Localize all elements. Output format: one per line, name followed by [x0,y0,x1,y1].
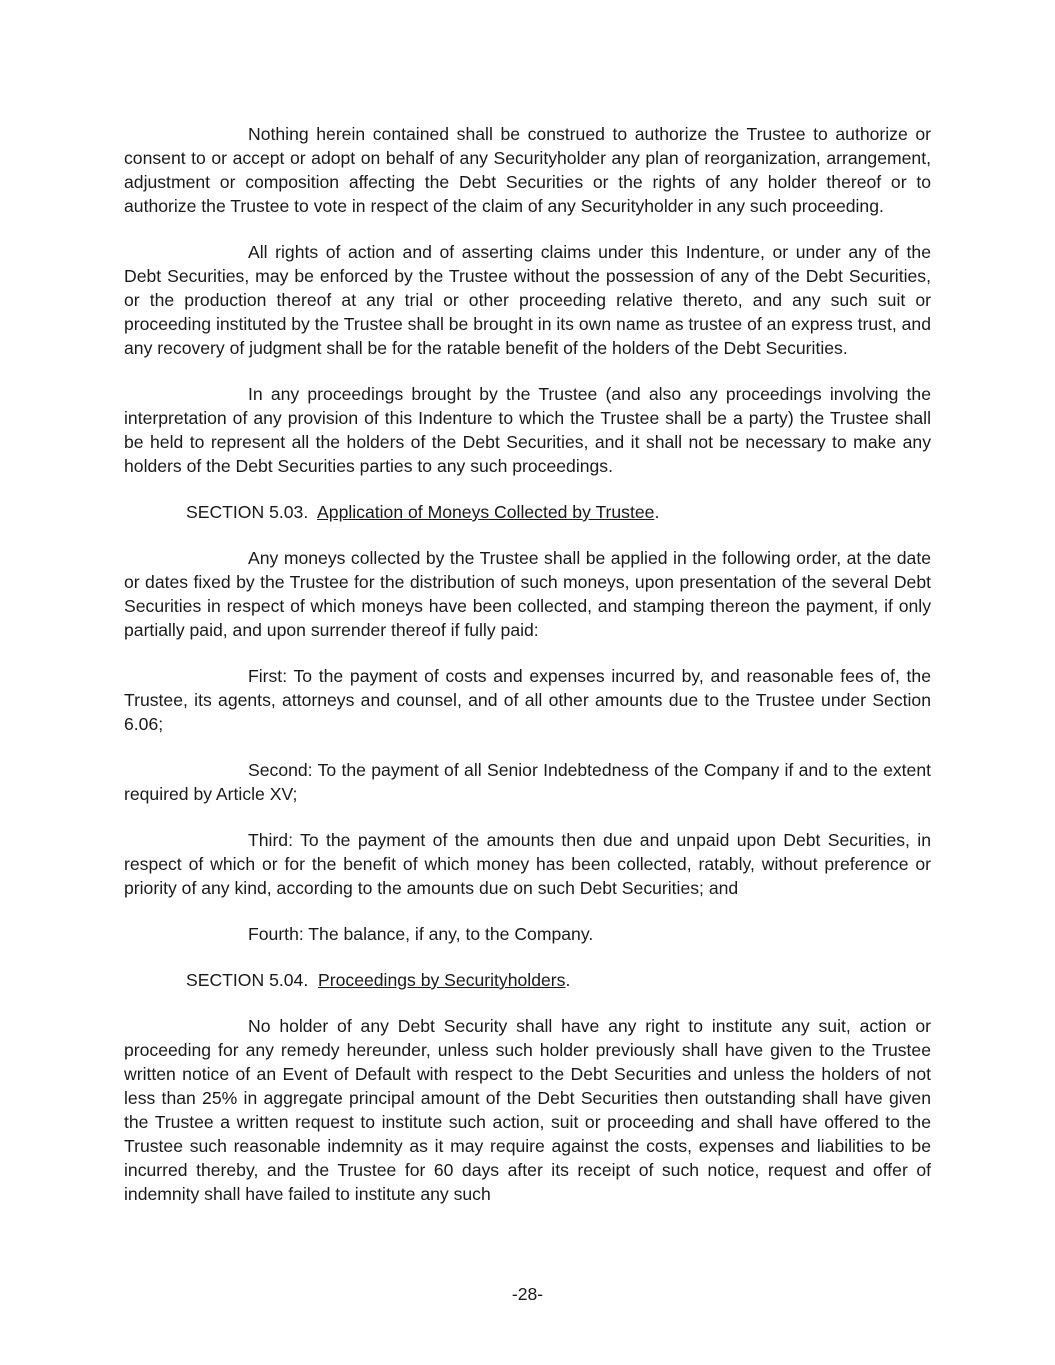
section-period: . [565,970,571,990]
section-period: . [654,502,660,522]
section-number: SECTION 5.04. [186,970,309,990]
paragraph-application-order: Any moneys collected by the Trustee shall be applied in the following order, at the date or dates fixed by the Trustee for the distribution of such moneys, upon presentation of the several Debt Securities in respect of which moneys have been collected, and stamping thereon the payment, if only partially paid, and upon surrender thereof if fully paid: [124,548,931,640]
paragraph-second: Second: To the payment of all Senior Indebtedness of the Company if and to the extent required by Article XV; [124,760,931,804]
paragraph-proceedings-representation: In any proceedings brought by the Trustee (and also any proceedings involving the interpretation of any provision of this Indenture to which the Trustee shall be a party) the Trustee shall be held to represent all the holders of the Debt Securities, and it shall not be necessary to make any holders of the Debt Securities parties to any such proceedings. [124,384,931,476]
section-5-04-heading [124,968,931,992]
section-5-03-heading [124,500,931,524]
section-title: Application of Moneys Collected by Trustee [317,502,655,522]
page-number: -28- [511,1284,544,1304]
paragraph-rights-of-action: All rights of action and of asserting claims under this Indenture, or under any of the Debt Securities, may be enforced by the Trustee without the possession of any of the Debt Securities, or the production thereof at any trial or other proceeding relative thereto, and any such suit or proceeding instituted by the Trustee shall be brought in its own name as trustee of an express trust, and any recovery of judgment shall be for the ratable benefit of the holders of the Debt Securities. [124,242,931,358]
paragraph-fourth: Fourth: The balance, if any, to the Company. [248,924,594,944]
paragraph-first: First: To the payment of costs and expenses incurred by, and reasonable fees of, the Trustee, its agents, attorneys and counsel, and of all other amounts due to the Trustee under Section 6.06; [124,666,931,734]
paragraph-securityholder-proceedings: No holder of any Debt Security shall have any right to institute any suit, action or proceeding for any remedy hereunder, unless such holder previously shall have given to the Trustee written notice of an Event of Default with respect to the Debt Securities and unless the holders of not less than 25% in aggregate principal amount of the Debt Securities then outstanding shall have given the Trustee a written request to institute such action, suit or proceeding and shall have offered to the Trustee such reasonable indemnity as it may require against the costs, expenses and liabilities to be incurred thereby, and the Trustee for 60 days after its receipt of such notice, request and offer of indemnity shall have failed to institute any such [124,1016,931,1204]
section-title: Proceedings by Securityholders [318,970,566,990]
document-page [124,122,931,1228]
paragraph-reorganization-authority: Nothing herein contained shall be construed to authorize the Trustee to authorize or consent to or accept or adopt on behalf of any Securityholder any plan of reorganization, arrangement, adjustment or composition affecting the Debt Securities or the rights of any holder thereof or to authorize the Trustee to vote in respect of the claim of any Securityholder in any such proceeding. [124,124,931,216]
paragraph-third: Third: To the payment of the amounts then due and unpaid upon Debt Securities, in respect of which or for the benefit of which money has been collected, ratably, without preference or priority of any kind, according to the amounts due on such Debt Securities; and [124,830,931,898]
section-number: SECTION 5.03. [186,502,309,522]
